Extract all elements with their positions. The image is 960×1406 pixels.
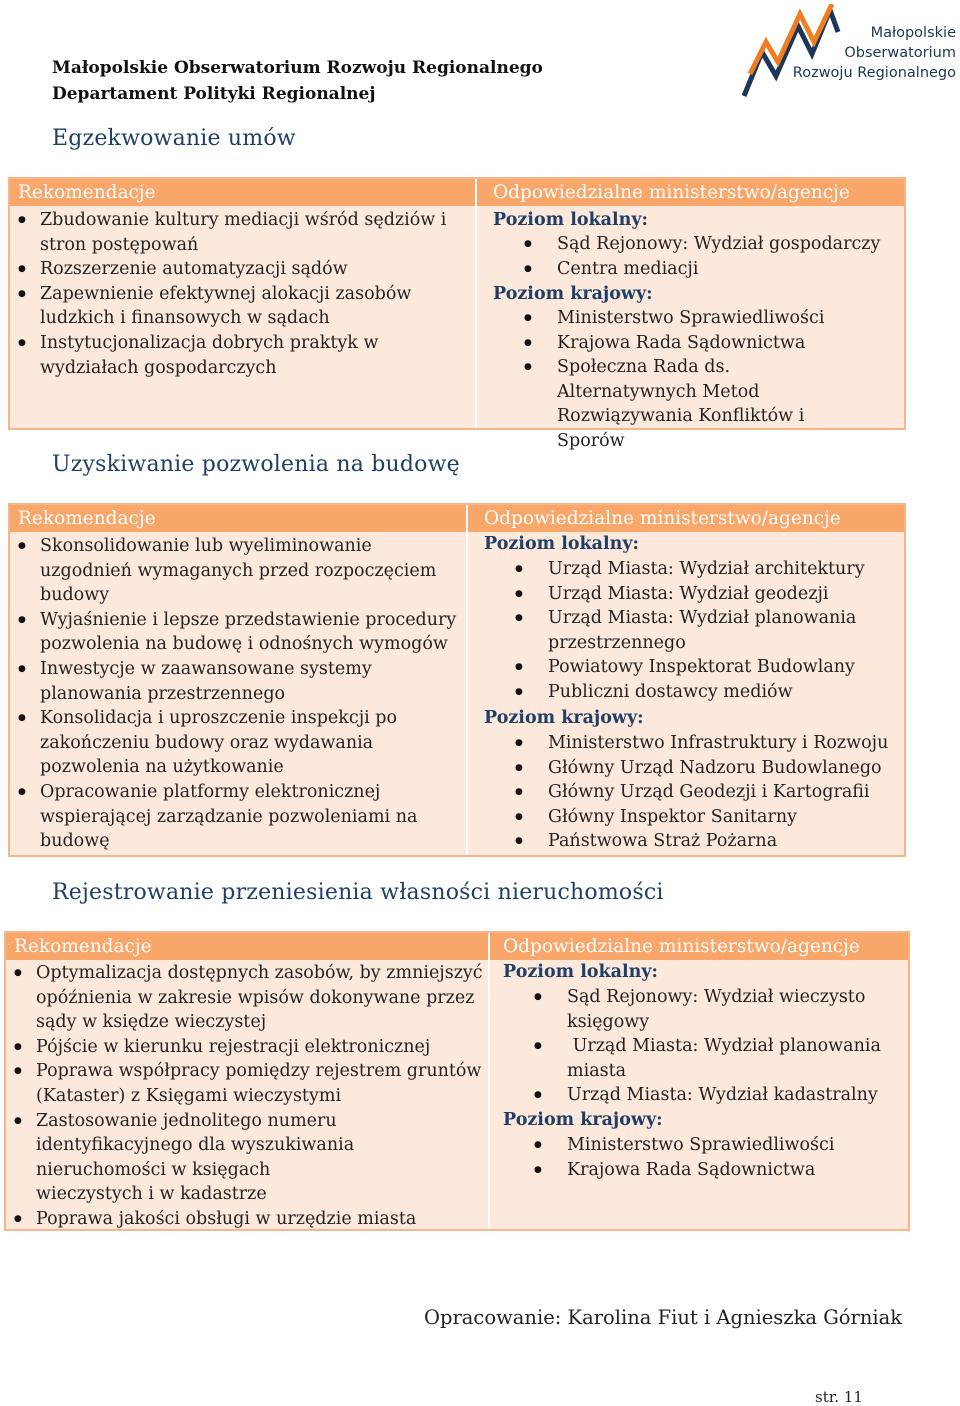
recommendations-list [18,208,466,380]
national-agencies-list [493,306,893,454]
list-item: ● Sąd Rejonowy: Wydział gospodarczy [493,232,893,257]
list-item: ● Pójście w kierunku rejestracji elektronicznej [14,1035,484,1060]
local-level-label: Poziom lokalny: [503,962,659,982]
national-level-label: Poziom krajowy: [493,284,653,304]
header-organization: Małopolskie Obserwatorium Rozwoju Regionalnego [52,58,543,78]
list-item: ● Ministerstwo Sprawiedliwości [503,1133,898,1158]
recommendations-header: Rekomendacje [6,933,488,960]
table-contracts [8,177,906,451]
list-item: ● Optymalizacja dostępnych zasobów, by zmniejszyć opóźnienia w zakresie wpisów dokonywane przez sądy w księdze wieczystej [14,961,484,1035]
list-item: ● Publiczni dostawcy mediów [484,680,904,705]
list-item: ● Urząd Miasta: Wydział geodezji [484,582,904,607]
national-agencies-list [503,1133,898,1182]
list-item: ● Skonsolidowanie lub wyeliminowanie uzgodnień wymaganych przed rozpoczęciem budowy [18,534,458,608]
list-item: ● Opracowanie platformy elektronicznej wspierającej zarządzanie pozwoleniami na budowę [18,780,458,854]
list-item: ● Główny Inspektor Sanitarny [484,805,904,830]
national-level-label: Poziom krajowy: [484,708,644,728]
list-item: ● Rozszerzenie automatyzacji sądów [18,257,466,282]
recommendations-column [10,505,466,855]
local-level-label: Poziom lokalny: [493,210,649,230]
list-item: ● Główny Urząd Geodezji i Kartografii [484,780,904,805]
list-item: ● Poprawa współpracy pomiędzy rejestrem gruntów (Kataster) z Księgami wieczystymi [14,1059,484,1108]
recommendations-list [14,961,484,1232]
responsible-column [490,933,908,1229]
document-header [52,55,543,107]
list-item: ● Urząd Miasta: Wydział planowania przestrzennego [484,606,904,655]
responsible-header: Odpowiedzialne ministerstwo/agencje [477,179,904,206]
list-item: ● Główny Urząd Nadzoru Budowlanego [484,756,904,781]
local-level-label: Poziom lokalny: [484,534,640,554]
list-item: ● Urząd Miasta: Wydział planowania miasta [503,1034,898,1083]
list-item: ● Zastosowanie jednolitego numeru identyfikacyjnego dla wyszukiwania nieruchomości w księgach wieczystych i w kadastrze [14,1109,484,1207]
logo-text-line1: Małopolskie [870,25,956,41]
list-item: ● Sąd Rejonowy: Wydział wieczysto księgowy [503,985,898,1034]
list-item: ● Powiatowy Inspektorat Budowlany [484,655,904,680]
list-item: ● Ministerstwo Infrastruktury i Rozwoju [484,731,904,756]
page-number: str. 11 [815,1388,863,1406]
list-item: ● Zapewnienie efektywnej alokacji zasobów ludzkich i finansowych w sądach [18,282,466,331]
list-item: ● Krajowa Rada Sądownictwa [503,1158,898,1183]
responsible-header: Odpowiedzialne ministerstwo/agencje [468,505,904,532]
list-item: ● Państwowa Straż Pożarna [484,829,904,854]
list-item: ● Instytucjonalizacja dobrych praktyk w wydziałach gospodarczych [18,331,466,380]
national-level-label: Poziom krajowy: [503,1110,663,1130]
table-building-permit [8,503,906,857]
list-item: ● Ministerstwo Sprawiedliwości [493,306,893,331]
recommendations-list [18,534,458,854]
recommendations-column [6,933,488,1229]
list-item: ● Zbudowanie kultury mediacji wśród sędziów i stron postępowań [18,208,466,257]
section-title-contracts: Egzekwowanie umów [52,126,296,151]
authors-credit: Opracowanie: Karolina Fiut i Agnieszka Górniak [424,1306,903,1329]
list-item: ● Społeczna Rada ds. Alternatywnych Metod Rozwiązywania Konfliktów i Sporów [493,355,893,453]
list-item: ● Poprawa jakości obsługi w urzędzie miasta [14,1207,484,1232]
section-title-building-permit: Uzyskiwanie pozwolenia na budowę [52,452,460,477]
list-item: ● Konsolidacja i uproszczenie inspekcji po zakończeniu budowy oraz wydawania pozwolenia na użytkowanie [18,706,458,780]
logo [742,4,958,100]
table-property-registration [4,931,910,1231]
responsible-header: Odpowiedzialne ministerstwo/agencje [490,933,908,960]
national-agencies-list [484,731,904,854]
list-item: ● Centra mediacji [493,257,893,282]
section-title-property-registration: Rejestrowanie przeniesienia własności nieruchomości [52,880,664,905]
local-agencies-list [503,985,898,1108]
responsible-column [468,505,904,855]
recommendations-column [10,179,475,428]
local-agencies-list [493,232,893,281]
logo-text-line3: Rozwoju Regionalnego [792,65,956,81]
logo-text-line2: Obserwatorium [844,45,956,61]
list-item: ● Inwestycje w zaawansowane systemy planowania przestrzennego [18,657,458,706]
recommendations-header: Rekomendacje [10,505,466,532]
list-item: ● Urząd Miasta: Wydział architektury [484,557,904,582]
list-item: ● Krajowa Rada Sądownictwa [493,331,893,356]
recommendations-header: Rekomendacje [10,179,475,206]
local-agencies-list [484,557,904,705]
list-item: ● Wyjaśnienie i lepsze przedstawienie procedury pozwolenia na budowę i odnośnych wymogów [18,608,458,657]
responsible-column [477,179,904,451]
header-department: Departament Polityki Regionalnej [52,84,376,104]
list-item: ● Urząd Miasta: Wydział kadastralny [503,1083,898,1108]
